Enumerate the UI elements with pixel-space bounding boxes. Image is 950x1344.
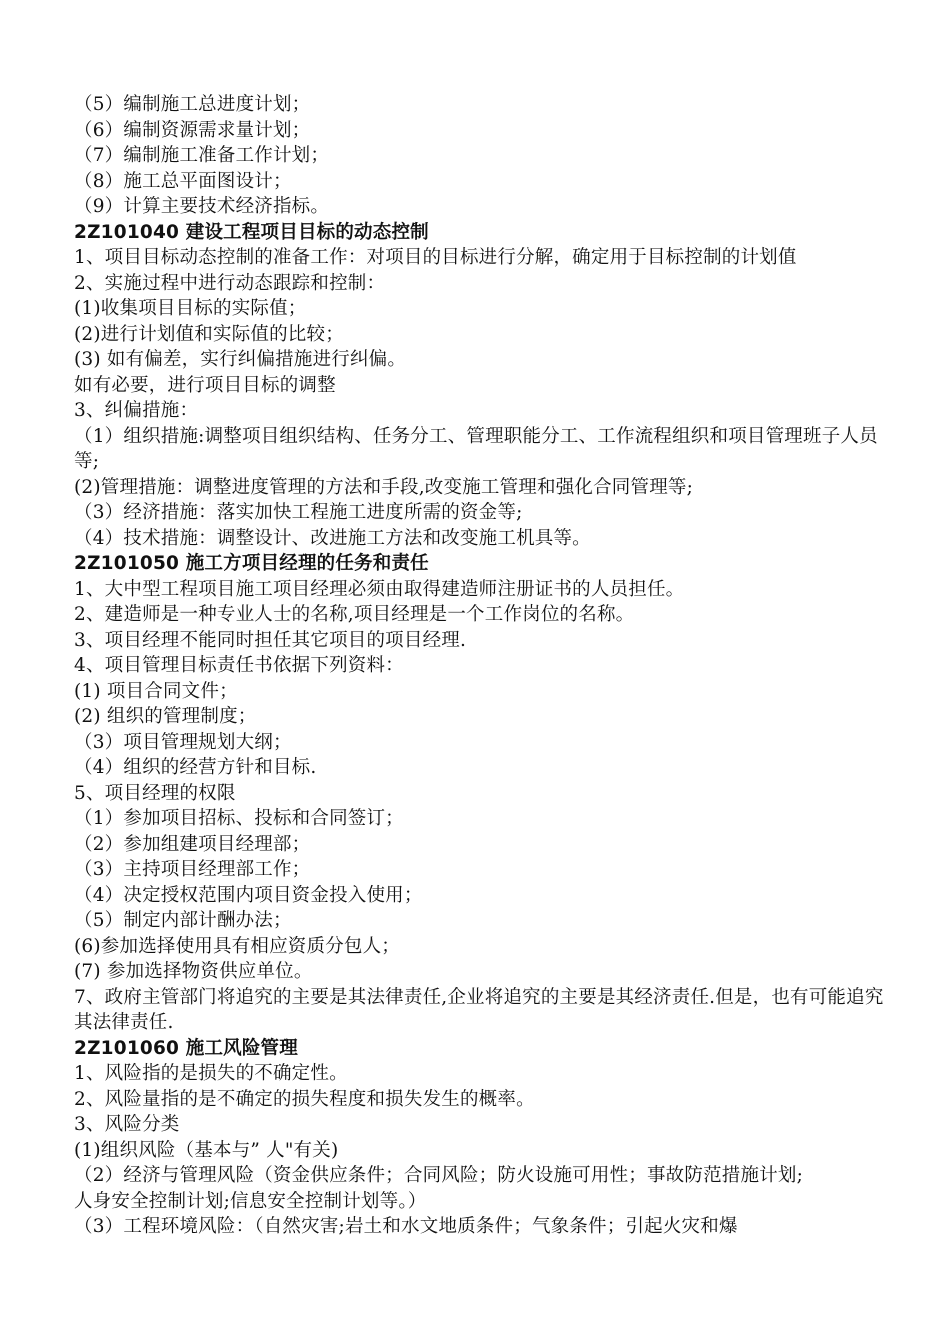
paragraph-risk-2: 2、风险量指的是不确定的损失程度和损失发生的概率。 [74, 1088, 535, 1110]
list-item-risk-econ-cont: 人身安全控制计划;信息安全控制计划等。） [74, 1190, 427, 1212]
paragraph-pm-4: 4、项目管理目标责任书依据下列资料： [74, 655, 404, 676]
paragraph-risk-1: 1、风险指的是损失的不确定性。 [74, 1063, 348, 1084]
list-item-right-2: （2）参加组建项目经理部； [74, 833, 311, 855]
list-item-right-1: （1）参加项目招标、投标和合同签订； [74, 808, 404, 829]
plan-item-9: （9）计算主要技术经济指标。 [74, 196, 330, 217]
list-item-right-4: （4）决定授权范围内项目资金投入使用； [74, 884, 423, 906]
list-item-correct: (3) 如有偏差，实行纠偏措施进行纠偏。 [74, 349, 407, 370]
list-item-tech-measure: （4）技术措施：调整设计、改进施工方法和改变施工机具等。 [74, 527, 591, 549]
list-item-contract: (1) 项目合同文件； [74, 680, 238, 702]
paragraph-pm-1: 1、大中型工程项目施工项目经理必须由取得建造师注册证书的人员担任。 [74, 578, 685, 600]
list-item-system: (2) 组织的管理制度； [74, 706, 257, 727]
list-item-right-6: (6)参加选择使用具有相应资质分包人； [74, 935, 401, 957]
plan-item-7: （7）编制施工准备工作计划； [74, 145, 330, 166]
paragraph-tracking: 2、实施过程中进行动态跟踪和控制： [74, 272, 386, 294]
plan-item-8: （8）施工总平面图设计； [74, 170, 292, 192]
list-item-outline: （3）项目管理规划大纲； [74, 731, 292, 753]
list-item-org-measure: （1）组织措施:调整项目组织结构、任务分工、管理职能分工、工作流程组织和项目管理班子人员等; [74, 425, 878, 472]
list-item-compare: (2)进行计划值和实际值的比较； [74, 323, 344, 345]
list-item-risk-org: (1)组织风险（基本与” 人"有关) [74, 1139, 339, 1161]
list-item-risk-env: （3）工程环境风险：（自然灾害;岩土和水文地质条件；气象条件；引起火灾和爆 [74, 1216, 738, 1237]
section-heading-2z101040: 2Z101040 建设工程项目目标的动态控制 [74, 221, 429, 243]
section-heading-2z101050: 2Z101050 施工方项目经理的任务和责任 [74, 553, 429, 574]
section-heading-2z101060: 2Z101060 施工风险管理 [74, 1037, 298, 1059]
paragraph-pm-5: 5、项目经理的权限 [74, 782, 236, 804]
paragraph-adjust: 如有必要，进行项目目标的调整 [74, 374, 336, 396]
paragraph-pm-7: 7、政府主管部门将追究的主要是其法律责任,企业将追究的主要是其经济责任.但是，也有可能追究其法律责任. [74, 986, 884, 1033]
list-item-risk-econ: （2）经济与管理风险（资金供应条件；合同风险；防火设施可用性；事故防范措施计划; [74, 1165, 804, 1186]
paragraph-pm-2: 2、建造师是一种专业人士的名称,项目经理是一个工作岗位的名称。 [74, 604, 635, 625]
list-item-right-3: （3）主持项目经理部工作； [74, 859, 311, 880]
paragraph-measures: 3、纠偏措施： [74, 400, 199, 421]
list-item-mgmt-measure: (2)管理措施：调整进度管理的方法和手段,改变施工管理和强化合同管理等; [74, 476, 694, 498]
list-item-policy: （4）组织的经营方针和目标. [74, 757, 317, 778]
plan-item-6: （6）编制资源需求量计划； [74, 119, 311, 141]
plan-item-5: （5）编制施工总进度计划； [74, 94, 311, 115]
list-item-right-7: (7) 参加选择物资供应单位。 [74, 961, 313, 982]
document-page [74, 92, 884, 1240]
list-item-right-5: （5）制定内部计酬办法； [74, 910, 292, 931]
paragraph-control-prep: 1、项目目标动态控制的准备工作：对项目的目标进行分解，确定用于目标控制的计划值 [74, 247, 797, 268]
paragraph-risk-3: 3、风险分类 [74, 1114, 180, 1135]
paragraph-pm-3: 3、项目经理不能同时担任其它项目的项目经理. [74, 629, 467, 651]
list-item-econ-measure: （3）经济措施：落实加快工程施工进度所需的资金等; [74, 502, 523, 523]
list-item-collect: (1)收集项目目标的实际值； [74, 298, 307, 319]
